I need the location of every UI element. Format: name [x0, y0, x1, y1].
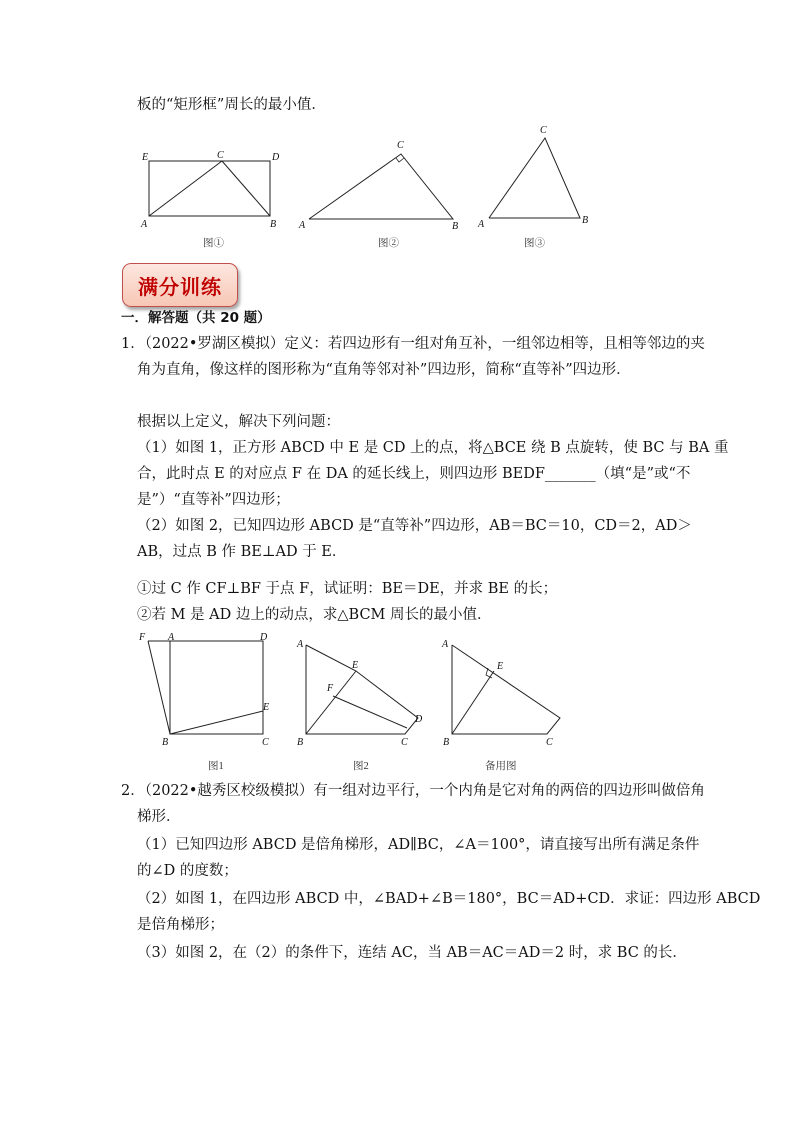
label: A — [478, 219, 485, 230]
q2-line: 梯形． — [137, 809, 181, 825]
label: B — [452, 221, 459, 232]
q1-line: 合，此时点 E 的对应点 F 在 DA 的延长线上，则四边形 BEDF_______（填“是”或“不 — [137, 466, 691, 482]
label: A — [299, 220, 306, 231]
intro-fig1-labels — [140, 150, 280, 249]
label: B — [443, 737, 450, 748]
label: C — [540, 125, 547, 136]
q1-fig2-labels — [296, 639, 423, 772]
label: A — [141, 219, 148, 230]
q1-line: ①过 C 作 CF⊥BF 于点 F，试证明：BE＝DE，并求 BE 的长； — [137, 581, 558, 597]
label: D — [260, 632, 268, 643]
q2-line: 2．（2022•越秀区校级模拟）有一组对边平行，一个内角是它对角的两倍的四边形叫做倍角 — [121, 783, 705, 799]
label: F — [327, 683, 334, 694]
label: E — [497, 661, 504, 672]
q1-line: 根据以上定义，解决下列问题： — [137, 414, 340, 430]
caption: 图② — [378, 238, 399, 249]
label: A — [168, 632, 175, 643]
label: B — [270, 219, 277, 230]
label: A — [442, 639, 449, 650]
caption: 图③ — [524, 238, 545, 249]
q1-fig1-labels — [138, 632, 269, 772]
label: E — [263, 702, 270, 713]
label: C — [401, 737, 408, 748]
label: D — [415, 714, 423, 725]
intro-line: 板的“矩形框”周长的最小值． — [137, 97, 326, 113]
label: C — [262, 737, 269, 748]
label: A — [297, 639, 304, 650]
q1-line: 角为直角，像这样的图形称为“直角等邻对补”四边形，简称“直等补”四边形． — [137, 362, 631, 378]
q2-line: （3）如图 2，在（2）的条件下，连结 AC，当 AB＝AC＝AD＝2 时，求 BC 的长． — [137, 945, 687, 961]
label: F — [139, 632, 146, 643]
label: C — [546, 737, 553, 748]
intro-fig3-labels — [477, 125, 588, 249]
q2-line: 是倍角梯形； — [137, 917, 224, 933]
q2-line: （2）如图 1，在四边形 ABCD 中，∠BAD+∠B＝180°，BC＝AD+CD．求证：四边形 ABCD — [137, 891, 761, 907]
section-heading: 一．解答题（共 20 题） — [121, 310, 271, 326]
q2-line: （1）已知四边形 ABCD 是倍角梯形，AD∥BC，∠A＝100°，请直接写出所有满足条件 — [137, 837, 700, 853]
intro-fig2-labels — [298, 140, 458, 249]
q1-line: （1）如图 1，正方形 ABCD 中 E 是 CD 上的点，将△BCE 绕 B 点旋转，使 BC 与 BA 重 — [137, 440, 729, 456]
label: E — [352, 660, 359, 671]
label: B — [162, 737, 169, 748]
caption: 备用图 — [485, 761, 517, 772]
q1-line: AB，过点 B 作 BE⊥AD 于 E． — [137, 544, 347, 560]
label: C — [217, 150, 224, 161]
q1-line: （2）如图 2，已知四边形 ABCD 是“直等补”四边形，AB＝BC＝10，CD＝2，AD＞ — [137, 518, 692, 534]
label: D — [272, 152, 280, 163]
full-score-training-badge — [122, 263, 238, 307]
badge-text: 满分训练 — [138, 274, 222, 299]
caption: 图1 — [208, 761, 224, 772]
label: B — [297, 737, 304, 748]
q1-line: 1．（2022•罗湖区模拟）定义：若四边形有一组对角互补，一组邻边相等，且相等邻边的夹 — [121, 336, 705, 352]
q1-line: ②若 M 是 AD 边上的动点，求△BCM 周长的最小值． — [137, 607, 492, 623]
label: C — [397, 140, 404, 151]
q1-line: 是”）“直等补”四边形； — [137, 492, 290, 508]
caption: 图① — [203, 238, 224, 249]
q1-fig3-labels — [441, 639, 553, 772]
q2-line: 的∠D 的度数； — [137, 863, 238, 879]
caption: 图2 — [353, 761, 369, 772]
label: E — [142, 152, 149, 163]
label: B — [582, 215, 589, 226]
